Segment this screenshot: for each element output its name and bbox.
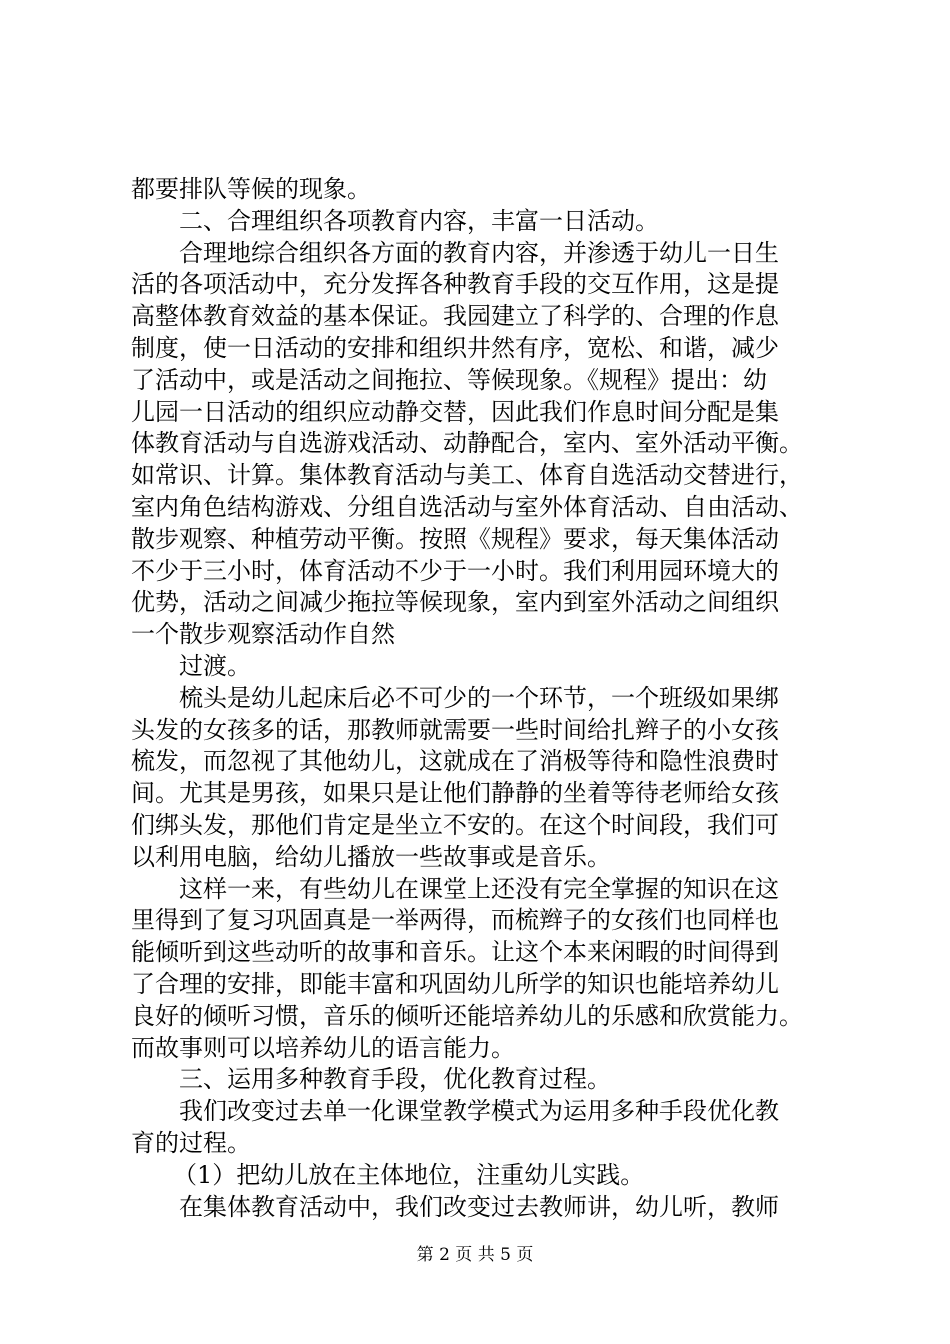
text-line: 优势，活动之间减少拖拉等候现象，室内到室外活动之间组织 bbox=[131, 588, 779, 617]
text-line: 能倾听到这些动听的故事和音乐。让这个本来闲暇的时间得到 bbox=[131, 938, 779, 967]
text-line: 不少于三小时，体育活动不少于一小时。我们利用园环境大的 bbox=[131, 556, 779, 585]
page-footer: 第 2 页 共 5 页 bbox=[416, 1245, 534, 1265]
text-line: 都要排队等候的现象。 bbox=[131, 175, 371, 203]
text-line: 以利用电脑，给幼儿播放一些故事或是音乐。 bbox=[131, 842, 611, 871]
text-line: 体教育活动与自选游戏活动、动静配合，室内、室外活动平衡。 bbox=[131, 429, 803, 458]
text-line: 在集体教育活动中，我们改变过去教师讲，幼儿听，教师 bbox=[179, 1192, 779, 1221]
text-line: 儿园一日活动的组织应动静交替，因此我们作息时间分配是集 bbox=[131, 397, 779, 426]
text-line: 活的各项活动中，充分发挥各种教育手段的交互作用，这是提 bbox=[131, 270, 779, 299]
text-line: 头发的女孩多的话，那教师就需要一些时间给扎辫子的小女孩 bbox=[131, 715, 779, 744]
text-line: 我们改变过去单一化课堂教学模式为运用多种手段优化教 bbox=[179, 1097, 779, 1126]
text-line: 二、合理组织各项教育内容，丰富一日活动。 bbox=[179, 206, 659, 235]
text-line: 育的过程。 bbox=[131, 1128, 251, 1157]
text-line: 制度，使一日活动的安排和组织井然有序，宽松、和谐，减少 bbox=[131, 333, 779, 362]
text-line: 了活动中，或是活动之间拖拉、等候现象。《规程》提出：幼 bbox=[131, 365, 767, 394]
text-line: 了合理的安排，即能丰富和巩固幼儿所学的知识也能培养幼儿 bbox=[131, 969, 779, 998]
text-line: 如常识、计算。集体教育活动与美工、体育自选活动交替进行， bbox=[131, 461, 803, 490]
text-line: 一个散步观察活动作自然 bbox=[131, 620, 395, 649]
text-line: 散步观察、种植劳动平衡。按照《规程》要求，每天集体活动 bbox=[131, 524, 779, 553]
text-line: 室内角色结构游戏、分组自选活动与室外体育活动、自由活动、 bbox=[131, 492, 803, 521]
text-line: 三、运用多种教育手段，优化教育过程。 bbox=[179, 1065, 611, 1094]
text-line: 这样一来，有些幼儿在课堂上还没有完全掌握的知识在这 bbox=[179, 874, 779, 903]
body-text bbox=[131, 174, 836, 1223]
text-line: 而故事则可以培养幼儿的语言能力。 bbox=[131, 1033, 515, 1062]
text-line: 里得到了复习巩固真是一举两得，而梳辫子的女孩们也同样也 bbox=[131, 906, 779, 935]
text-line: 们绑头发，那他们肯定是坐立不安的。在这个时间段，我们可 bbox=[131, 810, 779, 839]
text-line: （1）把幼儿放在主体地位，注重幼儿实践。 bbox=[173, 1160, 645, 1189]
text-line: 梳发，而忽视了其他幼儿，这就成在了消极等待和隐性浪费时 bbox=[131, 747, 779, 776]
text-line: 合理地综合组织各方面的教育内容，并渗透于幼儿一日生 bbox=[179, 238, 779, 267]
text-line: 间。尤其是男孩，如果只是让他们静静的坐着等待老师给女孩 bbox=[131, 779, 779, 808]
text-line: 高整体教育效益的基本保证。我园建立了科学的、合理的作息 bbox=[131, 302, 779, 331]
text-line: 良好的倾听习惯，音乐的倾听还能培养幼儿的乐感和欣赏能力。 bbox=[131, 1001, 803, 1030]
text-line: 梳头是幼儿起床后必不可少的一个环节，一个班级如果绑 bbox=[179, 683, 779, 712]
text-line: 过渡。 bbox=[179, 651, 251, 680]
